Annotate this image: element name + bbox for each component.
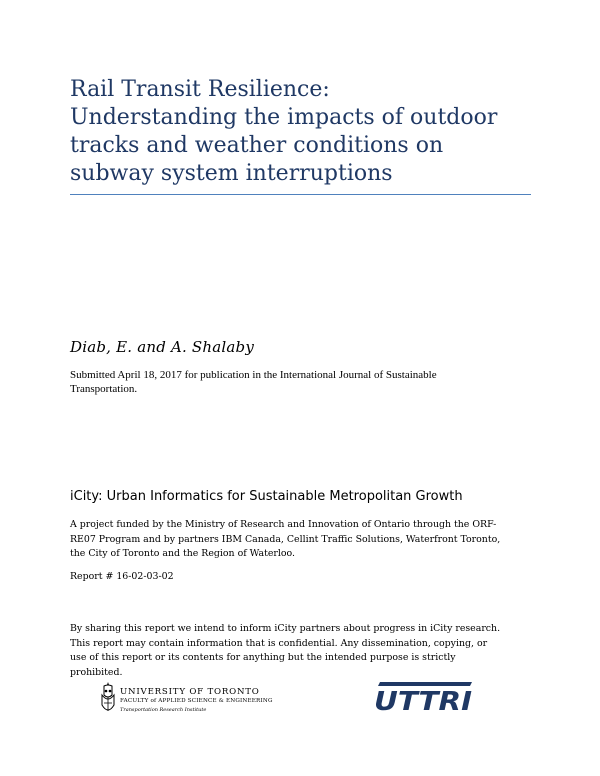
disclaimer-line: This report may contain information that is confidential. Any dissemination, copying, or	[70, 637, 488, 649]
report-title	[70, 76, 540, 188]
funding-statement	[70, 518, 540, 562]
uttri-logo-text: UTTRI	[374, 687, 473, 714]
title-divider	[70, 194, 531, 195]
title-line: subway system interruptions	[70, 161, 393, 186]
report-number: Report # 16-02-03-02	[70, 571, 174, 582]
title-line: Understanding the impacts of outdoor	[70, 105, 498, 130]
title-line: tracks and weather conditions on	[70, 133, 444, 158]
title-line: Rail Transit Resilience:	[70, 77, 330, 102]
uttri-logo	[372, 680, 476, 714]
disclaimer-line: prohibited.	[70, 666, 123, 678]
faculty-name: FACULTY of APPLIED SCIENCE & ENGINEERING	[120, 698, 273, 704]
funding-line: A project funded by the Ministry of Research and Innovation of Ontario through the ORF-	[70, 519, 497, 530]
funding-line: the City of Toronto and the Region of Waterloo.	[70, 548, 295, 559]
institute-name: Transportation Research Institute	[120, 707, 207, 713]
disclaimer-line: By sharing this report we intend to inform iCity partners about progress in iCity research.	[70, 623, 501, 634]
disclaimer-line: use of this report or its contents for anything but the intended purpose is strictly	[70, 652, 456, 663]
funding-line: RE07 Program and by partners IBM Canada, Cellint Traffic Solutions, Waterfront Toronto,	[70, 533, 501, 545]
authors: Diab, E. and A. Shalaby	[70, 338, 255, 356]
submission-note: Submitted April 18, 2017 for publication in the International Journal of Sustainable Transportation.	[70, 369, 437, 395]
university-name: UNIVERSITY OF TORONTO	[120, 687, 260, 697]
disclaimer	[70, 622, 540, 680]
university-crest-icon	[100, 681, 116, 715]
university-of-toronto-logo	[100, 681, 320, 717]
project-heading: iCity: Urban Informatics for Sustainable Metropolitan Growth	[70, 489, 463, 504]
